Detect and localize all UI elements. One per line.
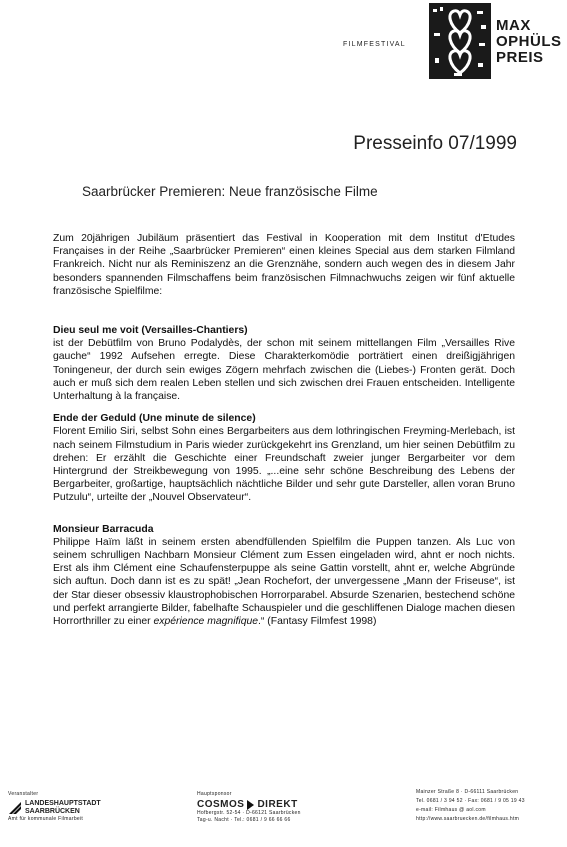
brand-word-1: COSMOS	[197, 799, 245, 810]
page-footer	[0, 785, 567, 847]
film-entry-monsieur-barracuda	[53, 523, 515, 629]
press-headline: Saarbrücker Premieren: Neue französische Filme	[82, 184, 378, 199]
brand-word-2: DIREKT	[257, 799, 298, 810]
intro-paragraph: Zum 20jährigen Jubiläum präsentiert das Festival in Kooperation mit dem Institut d'Etudes Françaises in der Reihe „Saarbrücker Premieren“ einen kleines Special aus dem starken Filmland Frankreich. Nicht nur als Reminiszenz an die Grenznähe, sondern auch wegen des in diesem Jahr besonders spannenden Filmschaffens beim französischen Filmnachwuchs zeigen wir fünf aktuelle französische Spielfilme:	[53, 233, 515, 297]
city-line-2: SAARBRÜCKEN	[25, 808, 80, 815]
sponsor-brand	[197, 799, 357, 810]
film-description: ist der Debütfilm von Bruno Podalydès, der schon mit seinem mittellangen Film „Versailles Rive gauche“ 1992 Aufsehen erregte. Diese Charakterkomödie porträtiert einen dreißigjährigen Toningeneur, der durch sein ewiges Zögern mehrfach zwischen die (Liebes-) Fronten gerät. Doch auch er muß sich dem realen Leben stellen und sich zwischen drei Frauen entscheiden. Intelligente Unterhaltung à la française.	[53, 338, 515, 403]
presseinfo-number: Presseinfo 07/1999	[353, 133, 517, 154]
press-body	[53, 232, 515, 637]
brand-arrow-icon	[247, 800, 254, 810]
sponsor-address: Hofbergstr. 52-54 · D-66121 Saarbrücken	[197, 810, 301, 816]
film-title: Ende der Geduld (Une minute de silence)	[53, 413, 256, 425]
page-header	[0, 0, 567, 90]
footer-organizer	[8, 791, 128, 822]
festival-logo-text	[496, 18, 562, 66]
film-description-italic: expérience magnifique	[153, 616, 259, 628]
film-description	[53, 536, 515, 628]
footer-sponsor	[197, 791, 357, 824]
contact-address: Mainzer Straße 8 · D-66111 Saarbrücken	[416, 789, 519, 795]
film-title: Monsieur Barracuda	[53, 523, 154, 535]
film-description-text: Philippe Haïm läßt in seinem ersten abendfüllenden Spielfilm die Puppen tanzen. Als Luc von seinem schrulligen Nachbarn Monsieur Clément zum Essen eingeladen wird, ahnt er noch nichts. Erst als ihm Clément eine Schaufensterpuppe als seine Gattin vorstellt, ahnt er, welche Abgründe sich auftun. Doch dann ist es zu spät! „Jean Rochefort, der unvergessene „Mann der Friseuse“, ist der Star dieser obsessiv klaustrophobischen Horrorparabel. Absurde Szenarien, bestechend schöne und perfekt arrangierte Bilder, fabelhafte Schauspieler und die geschliffenen Dialoge machen diesen Horrorthriller zu einer	[53, 536, 515, 628]
logo-line-preis: PREIS	[496, 49, 544, 66]
film-entry-ende-der-geduld	[53, 412, 515, 504]
organizer-label: Veranstalter	[8, 791, 39, 797]
logo-line-max: MAX	[496, 17, 531, 34]
contact-phone: Tel. 0681 / 3 94 52 · Fax: 0681 / 9 05 19 43	[416, 798, 525, 804]
city-emblem-icon	[8, 801, 22, 815]
city-line-1: LANDESHAUPTSTADT	[25, 800, 101, 807]
film-description-end: .“ (Fantasy Filmfest 1998)	[258, 616, 377, 628]
footer-contact	[416, 788, 566, 824]
logo-line-ophuls: OPHÜLS	[496, 33, 562, 50]
festival-logo-hearts	[429, 3, 491, 79]
organizer-department: Amt für kommunale Filmarbeit	[8, 816, 84, 822]
sponsor-label: Hauptsponsor	[197, 791, 232, 797]
film-description: Florent Emilio Siri, selbst Sohn eines Bergarbeiters aus dem lothringischen Freyming-Merlebach, ist nach seinem Filmstudium in Paris wieder zurückgekehrt ins Grenzland, um hier seinen Debütfilm zu drehen: Er erzählt die Geschichte einer Freundschaft zweier junger Bergarbeiter vor dem Hintergrund der Streikbewegung von 1995. „...eine sehr schöne Beschreibung des Lebens der Bergarbeiter, großartige, hauptsächlich nächtliche Bilder und sehr gute Darsteller, allen voran Bruno Putzulu“, urteilte der „Nouvel Observateur“.	[53, 426, 515, 504]
sponsor-phone: Tag-u. Nacht · Tel.: 0681 / 9 66 66 66	[197, 817, 291, 823]
contact-email: e-mail: Filmhaus @ aol.com	[416, 807, 486, 813]
festival-label: FILMFESTIVAL	[343, 41, 406, 48]
organizer-city	[8, 800, 128, 816]
film-title: Dieu seul me voit (Versailles-Chantiers)	[53, 325, 248, 337]
contact-website: http://www.saarbruecken.de/filmhaus.htm	[416, 816, 520, 822]
film-entry-dieu-seul	[53, 324, 515, 403]
hearts-logo-graphic	[429, 3, 491, 79]
